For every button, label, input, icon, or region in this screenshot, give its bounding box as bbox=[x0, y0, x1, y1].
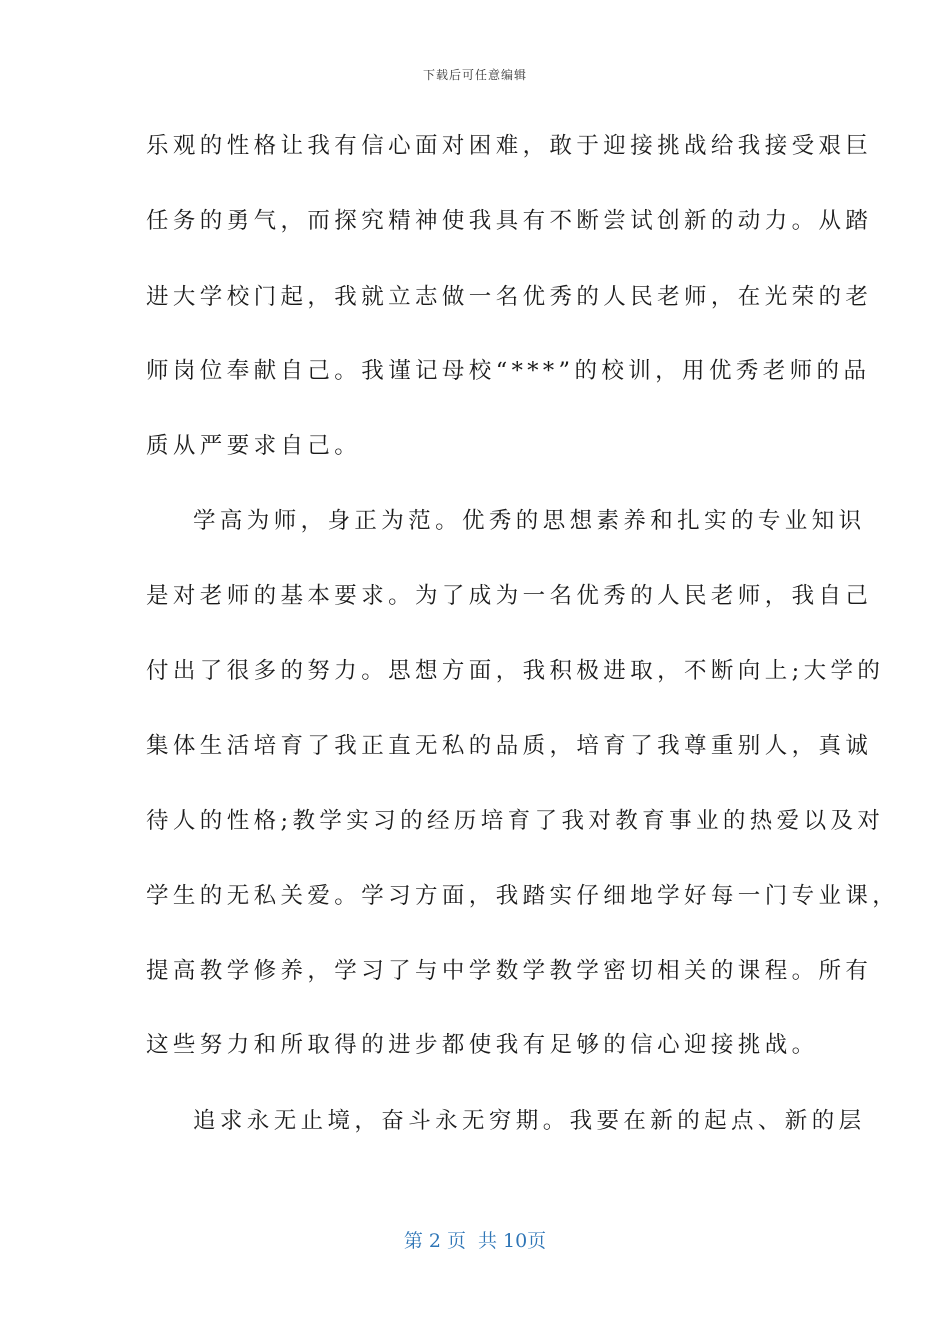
text-line: 是对老师的基本要求。为了成为一名优秀的人民老师，我自己 bbox=[146, 583, 873, 609]
text-line: 任务的勇气，而探究精神使我具有不断尝试创新的动力。从踏 bbox=[146, 208, 873, 234]
footer-page-label: 第 bbox=[403, 1230, 423, 1252]
page-header: 下载后可任意编辑 bbox=[422, 68, 527, 82]
footer-total-pages: 10页 bbox=[502, 1230, 547, 1252]
text-line: 师岗位奉献自己。我谨记母校“***”的校训，用优秀老师的品 bbox=[146, 358, 871, 384]
text-line: 提高教学修养，学习了与中学数学教学密切相关的课程。所有 bbox=[146, 958, 873, 984]
text-line: 学生的无私关爱。学习方面，我踏实仔细地学好每一门专业课， bbox=[146, 883, 900, 909]
text-line: 待人的性格;教学实习的经历培育了我对教育事业的热爱以及对 bbox=[146, 808, 885, 834]
text-line: 乐观的性格让我有信心面对困难，敢于迎接挑战给我接受艰巨 bbox=[146, 133, 873, 159]
text-line: 质从严要求自己。 bbox=[146, 433, 362, 459]
footer-of-label: 页 共 bbox=[446, 1230, 497, 1252]
text-line: 付出了很多的努力。思想方面，我积极进取，不断向上;大学的 bbox=[146, 658, 885, 684]
page-number-footer bbox=[0, 1226, 950, 1253]
footer-current-page: 2 bbox=[428, 1230, 441, 1252]
text-line: 进大学校门起，我就立志做一名优秀的人民老师，在光荣的老 bbox=[146, 284, 873, 310]
text-line: 学高为师，身正为范。优秀的思想素养和扎实的专业知识 bbox=[193, 508, 866, 534]
text-line: 追求永无止境，奋斗永无穷期。我要在新的起点、新的层 bbox=[193, 1108, 866, 1134]
text-line: 这些努力和所取得的进步都使我有足够的信心迎接挑战。 bbox=[146, 1032, 819, 1058]
text-line: 集体生活培育了我正直无私的品质，培育了我尊重别人，真诚 bbox=[146, 733, 873, 759]
